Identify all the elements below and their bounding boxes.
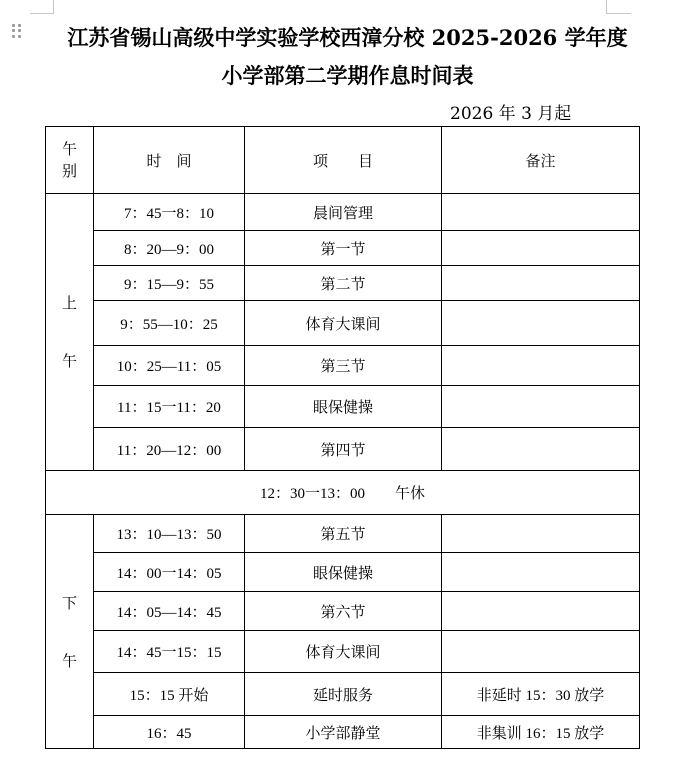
item-cell: 第五节 (245, 515, 442, 553)
item-cell: 小学部静堂 (245, 716, 442, 749)
table-row (46, 716, 640, 749)
time-cell: 9：55—10：25 (94, 301, 245, 346)
afternoon-label (46, 515, 94, 749)
item-cell: 第四节 (245, 428, 442, 471)
table-row (46, 631, 640, 673)
document-title: 江苏省锡山高级中学实验学校西漳分校 2025-2026 学年度 (67, 25, 628, 50)
item-cell: 体育大课间 (245, 631, 442, 673)
item-cell: 第三节 (245, 346, 442, 386)
remark-cell (442, 515, 640, 553)
time-cell: 10：25—11：05 (94, 346, 245, 386)
item-cell: 眼保健操 (245, 553, 442, 592)
table-row (46, 515, 640, 553)
header-item: 项 目 (245, 127, 442, 194)
header-row (46, 127, 640, 194)
remark-cell (442, 346, 640, 386)
page-corner-mark-top-left (30, 0, 54, 14)
time-cell: 13：10—13：50 (94, 515, 245, 553)
remark-cell (442, 194, 640, 231)
morning-label-char-2: 午 (61, 352, 77, 370)
remark-cell: 非延时 15：30 放学 (442, 673, 640, 716)
morning-label-char-1: 上 (61, 294, 77, 312)
time-cell: 15：15 开始 (94, 673, 245, 716)
header-period-char-1: 午 (61, 140, 77, 158)
time-cell: 11：15一11：20 (94, 386, 245, 428)
time-cell: 14：45一15：15 (94, 631, 245, 673)
remark-cell (442, 301, 640, 346)
item-cell: 延时服务 (245, 673, 442, 716)
item-cell: 体育大课间 (245, 301, 442, 346)
header-time: 时 间 (94, 127, 245, 194)
time-cell: 9：15—9：55 (94, 266, 245, 301)
table-row (46, 194, 640, 231)
remark-cell (442, 231, 640, 266)
table-row (46, 301, 640, 346)
item-cell: 第二节 (245, 266, 442, 301)
time-cell: 14：05—14：45 (94, 592, 245, 631)
lunch-row (46, 471, 640, 515)
schedule-table (45, 126, 640, 749)
time-cell: 16：45 (94, 716, 245, 749)
remark-cell (442, 592, 640, 631)
morning-label (46, 194, 94, 471)
table-row (46, 673, 640, 716)
header-remark: 备注 (442, 127, 640, 194)
afternoon-label-char-1: 下 (61, 593, 77, 612)
table-row (46, 346, 640, 386)
time-cell: 14：00一14：05 (94, 553, 245, 592)
remark-cell (442, 631, 640, 673)
effective-date: 2026 年 3 月起 (450, 104, 572, 124)
lunch-label: 午休 (395, 484, 426, 502)
remark-cell (442, 266, 640, 301)
remark-cell (442, 428, 640, 471)
lunch-time: 12：30一13：00 (259, 486, 365, 502)
remark-cell: 非集训 16：15 放学 (442, 716, 640, 749)
time-cell: 7：45一8：10 (94, 194, 245, 231)
document-subtitle: 小学部第二学期作息时间表 (221, 63, 474, 88)
table-row (46, 266, 640, 301)
table-row (46, 231, 640, 266)
item-cell: 眼保健操 (245, 386, 442, 428)
time-cell: 11：20—12：00 (94, 428, 245, 471)
table-row (46, 553, 640, 592)
table-row (46, 428, 640, 471)
table-row (46, 386, 640, 428)
item-cell: 晨间管理 (245, 194, 442, 231)
table-row (46, 592, 640, 631)
time-cell: 8：20—9：00 (94, 231, 245, 266)
item-cell: 第一节 (245, 231, 442, 266)
afternoon-label-char-2: 午 (61, 651, 77, 670)
lunch-cell (46, 471, 640, 515)
remark-cell (442, 386, 640, 428)
item-cell: 第六节 (245, 592, 442, 631)
header-period (46, 127, 94, 194)
page-corner-mark-top-right (606, 0, 631, 14)
header-period-char-2: 别 (61, 162, 77, 180)
remark-cell (442, 553, 640, 592)
